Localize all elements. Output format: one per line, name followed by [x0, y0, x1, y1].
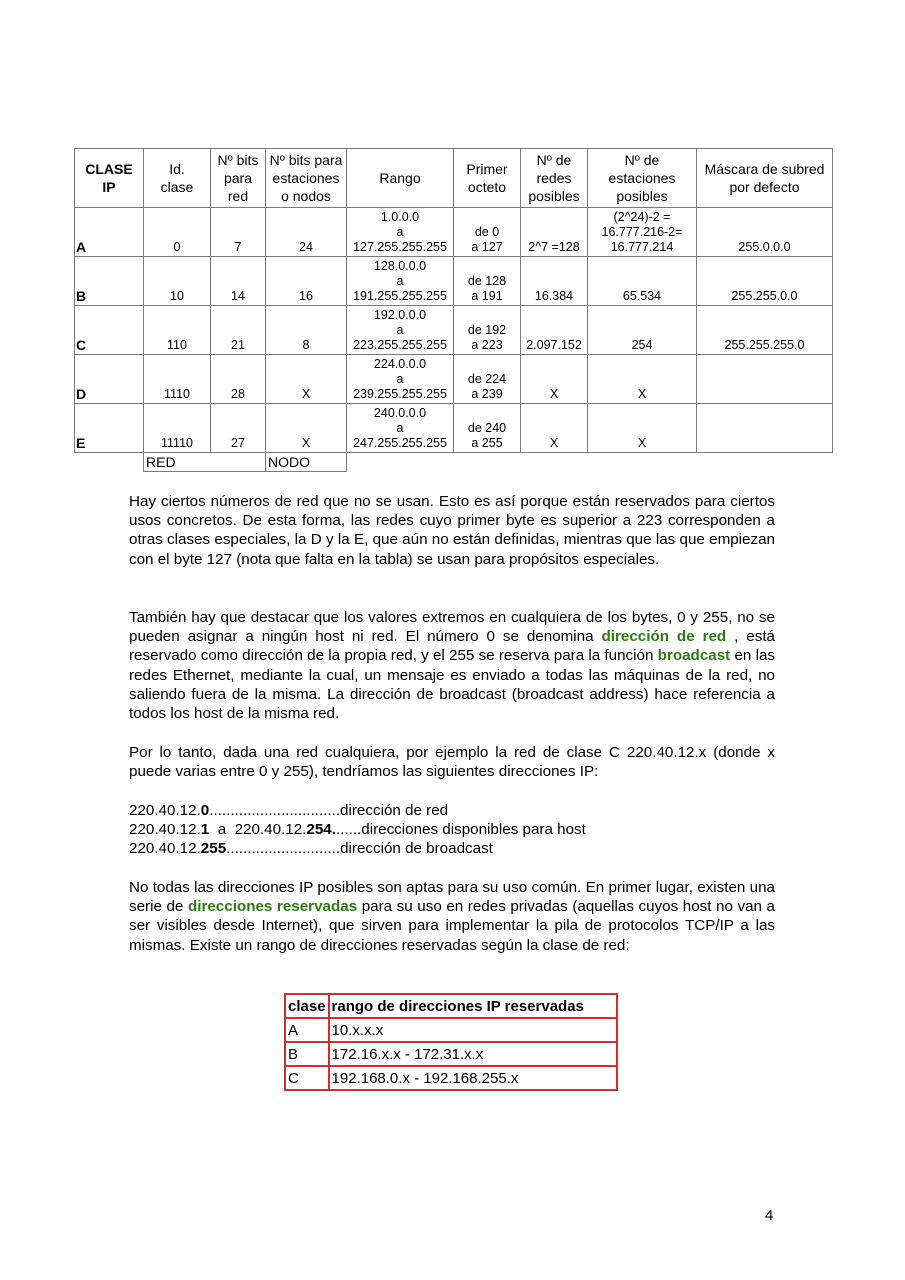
- estaciones-cell: X: [588, 404, 697, 453]
- reserved-range-cell: 10.x.x.x: [329, 1018, 617, 1042]
- header-id-clase: Id. clase: [144, 149, 211, 208]
- reserved-class-cell: C: [285, 1066, 329, 1090]
- bits-red-cell: 28: [211, 355, 266, 404]
- redes-cell: 2^7 =128: [521, 208, 588, 257]
- header-bits-estaciones: Nº bits para estaciones o nodos: [266, 149, 347, 208]
- header-clase-ip: CLASE IP: [75, 149, 144, 208]
- octeto-cell: de 0 a 127: [454, 208, 521, 257]
- bits-red-cell: 14: [211, 257, 266, 306]
- estaciones-cell: (2^24)-2 = 16.777.216-2= 16.777.214: [588, 208, 697, 257]
- octeto-cell: de 128 a 191: [454, 257, 521, 306]
- id-cell: 110: [144, 306, 211, 355]
- rango-cell: 1.0.0.0 a 127.255.255.255: [347, 208, 454, 257]
- redes-cell: X: [521, 355, 588, 404]
- bits-estaciones-cell: X: [266, 404, 347, 453]
- id-cell: 1110: [144, 355, 211, 404]
- rango-cell: 128.0.0.0 a 191.255.255.255: [347, 257, 454, 306]
- reserved-range-cell: 172.16.x.x - 172.31.x.x: [329, 1042, 617, 1066]
- id-cell: 0: [144, 208, 211, 257]
- address-broadcast: 220.40.12.255...........................dirección de broadcast: [129, 840, 493, 857]
- id-cell: 10: [144, 257, 211, 306]
- page-number: 4: [765, 1207, 774, 1224]
- id-cell: 11110: [144, 404, 211, 453]
- class-table-footer: [75, 453, 833, 472]
- bits-estaciones-cell: 16: [266, 257, 347, 306]
- paragraph-reserved-addresses: No todas las direcciones IP posibles son aptas para su uso común. En primer lugar, existen una serie de direcciones reservadas para su uso en redes privadas (aquellas cuyos host no van a ser visibles desde Internet), que sirven para implementar la pila de protocolos TCP/IP a las mismas. Existe un rango de direcciones reservadas según la clase de red:: [129, 879, 775, 954]
- class-cell: E: [75, 404, 144, 453]
- bits-red-cell: 7: [211, 208, 266, 257]
- rango-cell: 240.0.0.0 a 247.255.255.255: [347, 404, 454, 453]
- address-host-range: 220.40.12.1 a 220.40.12.254.......direcciones disponibles para host: [129, 821, 586, 838]
- class-cell: B: [75, 257, 144, 306]
- table-row: [75, 306, 833, 355]
- bits-red-cell: 21: [211, 306, 266, 355]
- bits-estaciones-cell: 24: [266, 208, 347, 257]
- table-row: [285, 1042, 617, 1066]
- header-redes-posibles: Nº de redes posibles: [521, 149, 588, 208]
- class-cell: D: [75, 355, 144, 404]
- header-clase: clase: [285, 994, 329, 1018]
- octeto-cell: de 224 a 239: [454, 355, 521, 404]
- mascara-cell: 255.255.0.0: [697, 257, 833, 306]
- footer-red-label: RED: [144, 453, 266, 472]
- mascara-cell: 255.0.0.0: [697, 208, 833, 257]
- estaciones-cell: X: [588, 355, 697, 404]
- bits-estaciones-cell: X: [266, 355, 347, 404]
- ip-class-table: [74, 148, 833, 472]
- reserved-class-cell: A: [285, 1018, 329, 1042]
- octeto-cell: de 192 a 223: [454, 306, 521, 355]
- paragraph-example-network: Por lo tanto, dada una red cualquiera, por ejemplo la red de clase C 220.40.12.x (donde x puede varias entre 0 y 255), tendríamos las siguientes direcciones IP:: [129, 744, 775, 781]
- estaciones-cell: 254: [588, 306, 697, 355]
- table-row: [75, 404, 833, 453]
- reserved-table-header: [285, 994, 617, 1018]
- header-mascara: Máscara de subred por defecto: [697, 149, 833, 208]
- header-rango: Rango: [347, 149, 454, 208]
- table-row: [75, 257, 833, 306]
- class-cell: C: [75, 306, 144, 355]
- estaciones-cell: 65.534: [588, 257, 697, 306]
- header-bits-red: Nº bits para red: [211, 149, 266, 208]
- table-row: [75, 208, 833, 257]
- class-cell: A: [75, 208, 144, 257]
- reserved-range-cell: 192.168.0.x - 192.168.255.x: [329, 1066, 617, 1090]
- class-table-header: [75, 149, 833, 208]
- rango-cell: 192.0.0.0 a 223.255.255.255: [347, 306, 454, 355]
- mascara-cell: [697, 355, 833, 404]
- table-row: [285, 1066, 617, 1090]
- mascara-cell: [697, 404, 833, 453]
- header-rango-reservado: rango de direcciones IP reservadas: [329, 994, 617, 1018]
- bits-red-cell: 27: [211, 404, 266, 453]
- footer-nodo-label: NODO: [266, 453, 347, 472]
- mascara-cell: 255.255.255.0: [697, 306, 833, 355]
- bits-estaciones-cell: 8: [266, 306, 347, 355]
- redes-cell: X: [521, 404, 588, 453]
- address-network: 220.40.12.0...............................dirección de red: [129, 802, 449, 819]
- highlight-direcciones-reservadas: direcciones reservadas: [187, 898, 358, 916]
- paragraph-extreme-values: También hay que destacar que los valores extremos en cualquiera de los bytes, 0 y 255, no se pueden asignar a ningún host ni red. El número 0 se denomina dirección de red , está reservado como dirección de la propia red, y el 255 se reserva para la función broadcast en las redes Ethernet, mediante la cual, un mensaje es enviado a todas las máquinas de la red, no saliendo fuera de la misma. La dirección de broadcast (broadcast address) hace referencia a todos los host de la misma red.: [129, 609, 776, 723]
- reserved-ranges-table: [284, 993, 618, 1091]
- highlight-direccion-de-red: dirección de red: [601, 628, 727, 646]
- header-estaciones-posibles: Nº de estaciones posibles: [588, 149, 697, 208]
- redes-cell: 16.384: [521, 257, 588, 306]
- header-primer-octeto: Primer octeto: [454, 149, 521, 208]
- reserved-class-cell: B: [285, 1042, 329, 1066]
- table-row: [75, 355, 833, 404]
- rango-cell: 224.0.0.0 a 239.255.255.255: [347, 355, 454, 404]
- table-row: [285, 1018, 617, 1042]
- octeto-cell: de 240 a 255: [454, 404, 521, 453]
- redes-cell: 2.097.152: [521, 306, 588, 355]
- highlight-broadcast: broadcast: [657, 647, 731, 665]
- paragraph-reserved-numbers: Hay ciertos números de red que no se usan. Esto es así porque están reservados para ciertos usos concretos. De esta forma, las redes cuyo primer byte es superior a 223 corresponden a otras clases especiales, la D y la E, que aún no están definidas, mientras que las que empiezan con el byte 127 (nota que falta en la tabla) se usan para propósitos especiales.: [129, 493, 775, 568]
